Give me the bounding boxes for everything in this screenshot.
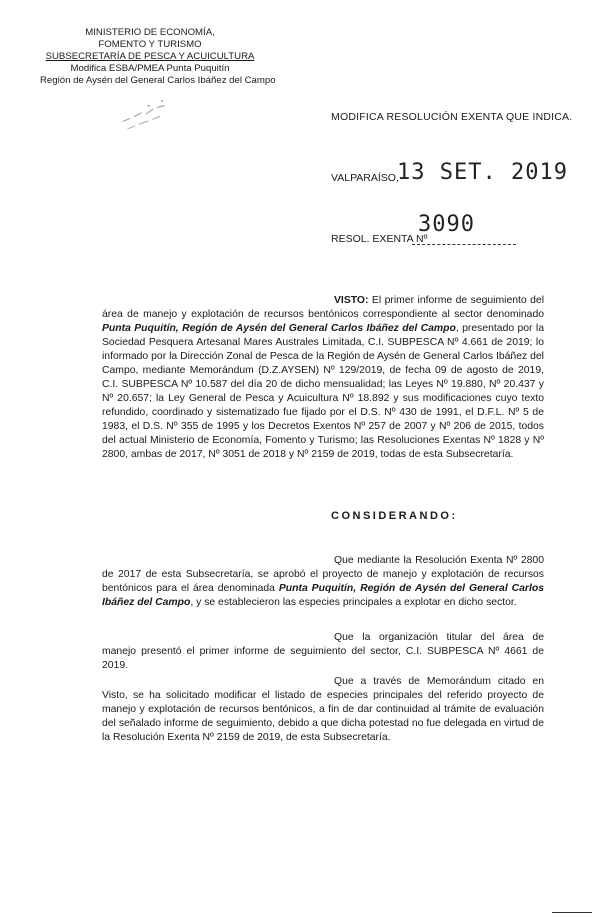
visto-paragraph [102, 294, 544, 462]
considerando-1-end: , y se establecieron las especies principales a explotar en dicho sector. [190, 597, 517, 608]
considerando-1-area-name: Punta Puquitín, Región de Aysén del General Carlos Ibáñez del Campo [102, 583, 544, 608]
visto-text-start: El primer informe de seguimiento del área de manejo y explotación de recursos bentónicos correspondiente al sector denominado [102, 295, 544, 320]
number-underline [412, 244, 516, 245]
visto-area-name: Punta Puquitín, Región de Aysén del General Carlos Ibáñez del Campo [102, 323, 456, 334]
considerando-paragraph-3 [102, 675, 544, 745]
visto-text-rest: , presentado por la Sociedad Pesquera Artesanal Mares Australes Limitada, C.I. SUBPESCA Nº 4.661 de 2019; lo informado por la Dirección Zonal de Pesca de la Región de Aysén de General Carlos Ibáñez del Campo, mediante Memorándum (D.Z.AYSEN) Nº 129/2019, de fecha 09 de agosto de 2019, C.I. SUBPESCA Nº 10.587 del día 20 de dicho mensualidad; las Leyes Nº 19.880, Nº 20.437 y Nº 20.657; la Ley General de Pesca y Acuicultura Nº 18.892 y sus modificaciones cuyo texto refundido, coordinado y sistematizado fue fijado por el D.S. Nº 430 de 1991, el D.F.L. Nº 5 de 1983, el D.S. Nº 355 de 1995 y los Decretos Exentos Nº 257 de 2007 y Nº 206 de 2015, todos del actual Ministerio de Economía, Fomento y Turismo; las Resoluciones Exentas Nº 1828 y Nº 2800, ambas de 2017, Nº 3051 de 2018 y Nº 2159 de 2019, todas de esta Subsecretaría. [102, 323, 544, 460]
considerando-heading: CONSIDERANDO: [331, 510, 458, 522]
resol-label: RESOL. EXENTA Nº [331, 233, 428, 245]
considerando-paragraph-2 [102, 631, 544, 673]
faded-stamp [118, 96, 182, 137]
visto-label: VISTO: [334, 295, 369, 306]
ministry-header [40, 27, 276, 87]
page-footer-line [552, 912, 592, 913]
considerando-3-text: Que a través de Memorándum citado en Visto, se ha solicitado modificar el listado de especies principales del referido proyecto de manejo y explotación de recursos bentónicos, a fin de dar continuidad al trámite de evaluación del señalado informe de seguimiento, debido a que dicha potestad no fue delegada en virtud de la Resolución Exenta Nº 2159 de 2019, de esta Subsecretaría. [102, 676, 544, 743]
resolution-date: 13 SET. 2019 [397, 160, 568, 185]
considerando-1-start: Que mediante la Resolución Exenta Nº 2800 de 2017 de esta Subsecretaría, se aprobó el proyecto de manejo y explotación de recursos bentónicos para el área denominada [102, 555, 544, 594]
considerando-2-text: Que la organización titular del área de manejo presentó el primer informe de seguimiento del sector, C.I. SUBPESCA Nº 4661 de 2019. [102, 632, 544, 671]
header-line-subject: Modifica ESBA/PMEA Punta Puquitín [70, 63, 230, 74]
considerando-paragraph-1 [102, 554, 544, 610]
resolution-number: 3090 [418, 212, 475, 237]
resolution-reference: MODIFICA RESOLUCIÓN EXENTA QUE INDICA. [331, 111, 573, 123]
header-line-subsecretaria: SUBSECRETARÍA DE PESCA Y ACUICULTURA [45, 51, 255, 62]
header-line-ministry: MINISTERIO DE ECONOMÍA, [85, 27, 215, 38]
place-label: VALPARAÍSO, [331, 172, 399, 184]
header-line-fomento: FOMENTO Y TURISMO [98, 39, 202, 50]
stamp-mark [118, 96, 182, 134]
header-line-region: Región de Aysén del General Carlos Ibáñez del Campo [40, 75, 276, 86]
